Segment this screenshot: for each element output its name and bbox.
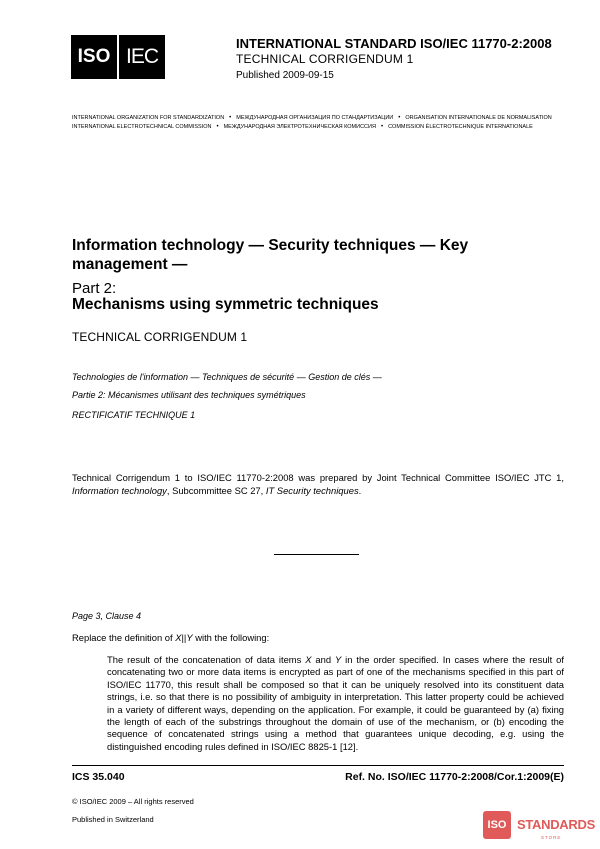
quote-y: Y xyxy=(334,654,342,665)
intro-text-b: , Subcommittee SC 27, xyxy=(166,484,266,496)
published-date: Published 2009-09-15 xyxy=(236,70,334,81)
organizations-row-2 xyxy=(72,124,533,130)
watermark-badge: ISO xyxy=(483,811,511,839)
french-part: Partie 2: Mécanismes utilisant des techniques symétriques xyxy=(72,390,306,400)
replace-operator: || xyxy=(181,632,187,643)
reference-number: Ref. No. ISO/IEC 11770-2:2008/Cor.1:2009(E) xyxy=(345,771,564,783)
iec-logo-text: IEC xyxy=(125,45,158,68)
part-title: Mechanisms using symmetric techniques xyxy=(72,296,379,313)
replace-instruction xyxy=(72,632,269,643)
org-iso-en: INTERNATIONAL ORGANIZATION FOR STANDARDIZATION xyxy=(72,115,225,121)
french-corrigendum: RECTIFICATIF TECHNIQUE 1 xyxy=(72,410,196,420)
quote-x: X xyxy=(305,654,312,665)
organizations-row-1 xyxy=(72,115,552,121)
copyright: © ISO/IEC 2009 – All rights reserved xyxy=(72,797,194,806)
standards-store-watermark xyxy=(483,811,595,843)
replace-x: X xyxy=(175,632,182,643)
watermark-small-text: STORE xyxy=(541,835,562,840)
page-reference: Page 3, Clause 4 xyxy=(72,611,142,621)
replace-text-b: with the following: xyxy=(192,632,270,643)
intro-paragraph xyxy=(72,472,564,497)
french-title: Technologies de l'information — Techniques de sécurité — Gestion de clés — xyxy=(72,372,382,382)
intro-text-c: . xyxy=(358,484,362,496)
separator-bullet: • xyxy=(380,124,384,130)
separator-bullet: • xyxy=(398,115,401,121)
document-title: Information technology — Security techniques — Key management — xyxy=(72,237,469,273)
org-iso-ru: МЕЖДУНАРОДНАЯ ОРГАНИЗАЦИЯ ПО СТАНДАРТИЗАЦИИ xyxy=(236,115,394,121)
intro-text-a: Technical Corrigendum 1 to ISO/IEC 11770-2:2008 was prepared by Joint Technical Committee ISO/IEC JTC 1, xyxy=(72,472,564,483)
watermark-text: STANDARDS xyxy=(517,817,595,832)
org-iso-fr: ORGANISATION INTERNATIONALE DE NORMALISATION xyxy=(405,115,552,121)
org-iec-en: INTERNATIONAL ELECTROTECHNICAL COMMISSION xyxy=(72,124,212,130)
separator-bullet: • xyxy=(216,124,219,130)
intro-italic-a: Information technology xyxy=(72,484,167,496)
corrigendum-subtitle: TECHNICAL CORRIGENDUM 1 xyxy=(236,52,414,66)
replace-y: Y xyxy=(186,632,193,643)
footer-rule xyxy=(72,765,564,766)
iso-iec-logo xyxy=(71,35,165,79)
iec-logo xyxy=(119,35,165,79)
ics-code: ICS 35.040 xyxy=(72,771,125,783)
standard-title: INTERNATIONAL STANDARD ISO/IEC 11770-2:2008 xyxy=(236,36,552,51)
replace-text-a: Replace the definition of xyxy=(72,632,176,643)
quote-text-a: The result of the concatenation of data items xyxy=(107,654,306,665)
definition-quote xyxy=(107,654,564,753)
iso-logo xyxy=(71,35,117,79)
corrigendum-label: TECHNICAL CORRIGENDUM 1 xyxy=(72,330,248,344)
published-location: Published in Switzerland xyxy=(72,815,154,824)
part-label: Part 2: xyxy=(72,280,117,297)
org-iec-fr: COMMISSION ÉLECTROTECHNIQUE INTERNATIONALE xyxy=(388,124,533,130)
section-divider xyxy=(274,554,359,555)
iso-logo-text: ISO xyxy=(77,46,111,67)
quote-text-b: and xyxy=(311,654,335,665)
quote-text-c: in the order specified. In cases where the result of concatenating two or more data items is encrypted as part of one of the mechanisms specified in this part of ISO/IEC 11770, this result shall be composed so that it can be uniquely resolved into its constituent data strings, i.e. so that there is no possibility of ambiguity in interpretation. This latter property could be achieved in a variety of different ways, depending on the application. For example, it could be guaranteed by (a) fixing the length of each of the substrings throughout the domain of use of the mechanism, or (b) encoding the sequence of concatenated strings using a method that guarantees unique decoding, e.g. using the distinguished encoding rules defined in ISO/IEC 8825-1 [12]. xyxy=(107,654,564,752)
separator-bullet: • xyxy=(229,115,232,121)
intro-italic-b: IT Security techniques xyxy=(265,484,359,496)
org-iec-ru: МЕЖДУНАРОДНАЯ ЭЛЕКТРОТЕХНИЧЕСКАЯ КОМИССИЯ xyxy=(223,124,376,130)
